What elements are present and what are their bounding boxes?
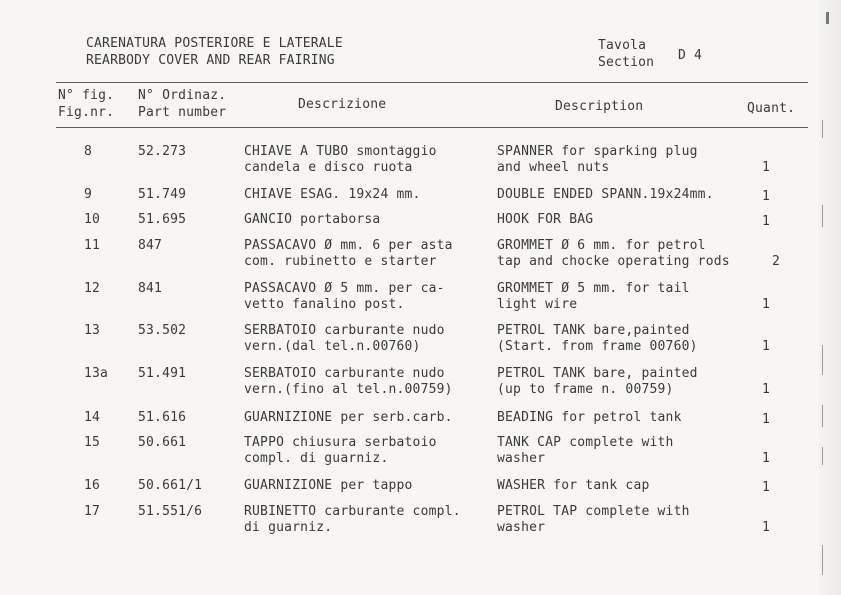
part-number: 52.273 xyxy=(138,144,187,159)
col-header-descrizione: Descrizione xyxy=(298,97,387,112)
description-it-line2: di guarniz. xyxy=(244,520,333,535)
quantity: 1 xyxy=(762,382,771,397)
description-it-line1: SERBATOIO carburante nudo xyxy=(244,323,445,338)
description-en-line2: tap and chocke operating rods xyxy=(497,254,730,269)
col-header-fig-en: Fig.nr. xyxy=(58,105,115,120)
fig-number: 14 xyxy=(84,410,101,425)
tavola-label: Tavola xyxy=(598,38,647,53)
description-en-line2: washer xyxy=(497,520,546,535)
description-en-line1: WASHER for tank cap xyxy=(497,478,650,493)
fig-number: 8 xyxy=(84,144,93,159)
description-it-line1: GUARNIZIONE per serb.carb. xyxy=(244,410,453,425)
part-number: 51.695 xyxy=(138,212,187,227)
fig-number: 13 xyxy=(84,323,101,338)
section-label: Section xyxy=(598,55,655,70)
description-en-line1: SPANNER for sparking plug xyxy=(497,144,698,159)
fig-number: 16 xyxy=(84,478,101,493)
quantity: 1 xyxy=(762,189,771,204)
description-it-line2: vetto fanalino post. xyxy=(244,297,405,312)
part-number: 50.661/1 xyxy=(138,478,203,493)
description-en-line1: HOOK FOR BAG xyxy=(497,212,594,227)
description-en-line1: PETROL TANK bare, painted xyxy=(497,366,698,381)
description-it-line1: GANCIO portaborsa xyxy=(244,212,381,227)
part-number: 841 xyxy=(138,281,163,296)
col-header-part-it: N° Ordinaz. xyxy=(138,88,227,103)
section-code: D 4 xyxy=(678,48,703,63)
scan-mark xyxy=(822,120,823,138)
part-number: 50.661 xyxy=(138,435,187,450)
description-en-line2: (up to frame n. 00759) xyxy=(497,382,674,397)
table-row xyxy=(0,281,841,317)
quantity: 1 xyxy=(762,480,771,495)
quantity: 1 xyxy=(762,214,771,229)
description-en-line2: washer xyxy=(497,451,546,466)
description-it-line2: candela e disco ruota xyxy=(244,160,413,175)
scan-mark xyxy=(826,12,829,24)
table-header-rule xyxy=(56,127,808,128)
table-row xyxy=(0,323,841,359)
fig-number: 15 xyxy=(84,435,101,450)
scan-mark xyxy=(822,405,823,427)
page-edge-shadow xyxy=(819,0,841,595)
fig-number: 11 xyxy=(84,238,101,253)
scan-mark xyxy=(822,205,823,227)
table-row xyxy=(0,238,841,274)
part-number: 51.616 xyxy=(138,410,187,425)
table-top-rule xyxy=(56,82,808,83)
fig-number: 10 xyxy=(84,212,101,227)
description-it-line1: PASSACAVO Ø 5 mm. per ca- xyxy=(244,281,445,296)
quantity: 1 xyxy=(762,160,771,175)
fig-number: 17 xyxy=(84,504,101,519)
description-it-line2: vern.(fino al tel.n.00759) xyxy=(244,382,453,397)
table-row xyxy=(0,144,841,180)
scan-mark xyxy=(822,545,823,575)
fig-number: 13a xyxy=(84,366,109,381)
description-en-line1: GROMMET Ø 5 mm. for tail xyxy=(497,281,690,296)
quantity: 1 xyxy=(762,297,771,312)
description-it-line1: TAPPO chiusura serbatoio xyxy=(244,435,437,450)
table-row xyxy=(0,366,841,402)
part-number: 51.551/6 xyxy=(138,504,203,519)
description-en-line2: light wire xyxy=(497,297,578,312)
table-row xyxy=(0,504,841,540)
description-it-line2: vern.(dal tel.n.00760) xyxy=(244,339,421,354)
scan-mark xyxy=(822,345,823,375)
description-it-line1: RUBINETTO carburante compl. xyxy=(244,504,461,519)
quantity: 1 xyxy=(762,412,771,427)
scan-mark xyxy=(822,447,823,465)
title-italian: CARENATURA POSTERIORE E LATERALE xyxy=(86,36,343,51)
fig-number: 12 xyxy=(84,281,101,296)
description-en-line1: PETROL TAP complete with xyxy=(497,504,690,519)
part-number: 53.502 xyxy=(138,323,187,338)
col-header-quant: Quant. xyxy=(747,101,796,116)
description-it-line2: compl. di guarniz. xyxy=(244,451,389,466)
description-it-line2: com. rubinetto e starter xyxy=(244,254,437,269)
col-header-part-en: Part number xyxy=(138,105,227,120)
quantity: 1 xyxy=(762,520,771,535)
description-it-line1: SERBATOIO carburante nudo xyxy=(244,366,445,381)
description-it-line1: CHIAVE ESAG. 19x24 mm. xyxy=(244,187,421,202)
fig-number: 9 xyxy=(84,187,93,202)
col-header-description: Description xyxy=(555,99,644,114)
description-en-line2: (Start. from frame 00760) xyxy=(497,339,698,354)
description-en-line2: and wheel nuts xyxy=(497,160,610,175)
description-it-line1: GUARNIZIONE per tappo xyxy=(244,478,413,493)
quantity: 1 xyxy=(762,451,771,466)
title-english: REARBODY COVER AND REAR FAIRING xyxy=(86,53,335,68)
description-en-line1: DOUBLE ENDED SPANN.19x24mm. xyxy=(497,187,714,202)
description-en-line1: PETROL TANK bare,painted xyxy=(497,323,690,338)
part-number: 847 xyxy=(138,238,163,253)
col-header-fig-it: N° fig. xyxy=(58,88,115,103)
description-en-line1: TANK CAP complete with xyxy=(497,435,674,450)
quantity: 1 xyxy=(762,339,771,354)
table-row xyxy=(0,435,841,471)
part-number: 51.491 xyxy=(138,366,187,381)
description-it-line1: PASSACAVO Ø mm. 6 per asta xyxy=(244,238,453,253)
description-en-line1: GROMMET Ø 6 mm. for petrol xyxy=(497,238,706,253)
description-it-line1: CHIAVE A TUBO smontaggio xyxy=(244,144,437,159)
quantity: 2 xyxy=(772,254,781,269)
description-en-line1: BEADING for petrol tank xyxy=(497,410,682,425)
part-number: 51.749 xyxy=(138,187,187,202)
